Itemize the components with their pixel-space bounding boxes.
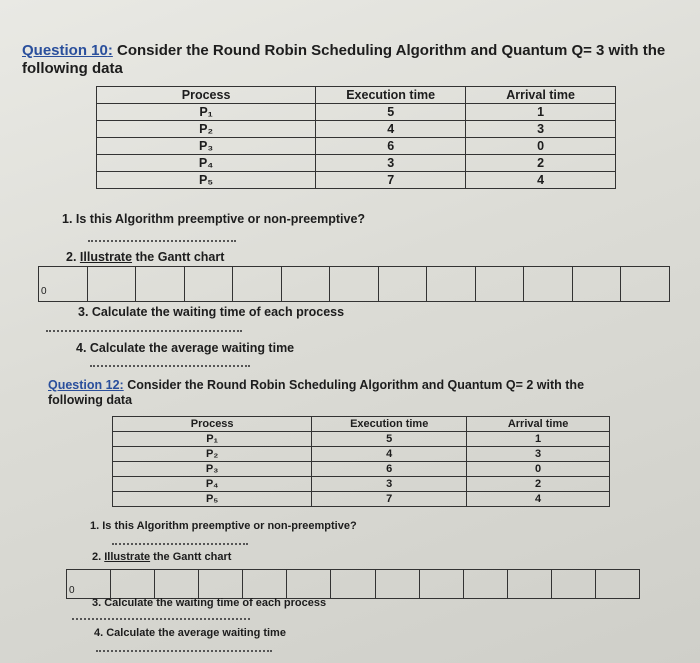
gantt-cell[interactable] [287, 570, 331, 598]
answer-line[interactable] [46, 330, 242, 332]
q12-gantt-chart[interactable] [66, 569, 640, 599]
header-arrival-time: Arrival time [467, 417, 610, 432]
table-row: P₁ 5 1 [97, 104, 616, 121]
header-execution-time: Execution time [316, 87, 466, 104]
answer-line[interactable] [88, 240, 236, 242]
gantt-cell[interactable] [420, 570, 464, 598]
q12-title-line2: following data [48, 393, 133, 407]
gantt-cell[interactable] [88, 267, 137, 301]
header-process: Process [113, 417, 312, 432]
gantt-cell[interactable] [427, 267, 476, 301]
gantt-cell[interactable] [573, 267, 622, 301]
gantt-cell[interactable] [524, 267, 573, 301]
table-row: P₃ 6 0 [113, 462, 610, 477]
q12-number: Question 12 [48, 378, 120, 392]
gantt-cell[interactable] [596, 570, 639, 598]
answer-line[interactable] [72, 618, 250, 620]
gantt-start-label: 0 [41, 286, 47, 297]
gantt-cell[interactable] [464, 570, 508, 598]
q10-item-4: 4. Calculate the average waiting time [76, 341, 295, 355]
answer-line[interactable] [90, 365, 250, 367]
header-process: Process [97, 87, 316, 104]
gantt-cell[interactable] [552, 570, 596, 598]
q12-item-4: 4. Calculate the average waiting time [94, 627, 286, 639]
table-row: P₃ 6 0 [97, 138, 616, 155]
gantt-cell[interactable] [331, 570, 375, 598]
gantt-cell[interactable] [379, 267, 428, 301]
table-row: P₂ 4 3 [97, 121, 616, 138]
table-row: P₂ 4 3 [113, 447, 610, 462]
table-row: P₅ 7 4 [113, 492, 610, 507]
table-row: P₄ 3 2 [97, 155, 616, 172]
q10-item-3: 3. Calculate the waiting time of each process [78, 305, 345, 319]
q10-item-1: 1. Is this Algorithm preemptive or non-preemptive? [62, 212, 366, 226]
answer-line[interactable] [96, 650, 272, 652]
header-execution-time: Execution time [312, 417, 467, 432]
q12-item-2: 2. Illustrate the Gantt chart [92, 551, 232, 563]
table-header-row [113, 417, 610, 432]
gantt-cell[interactable] [136, 267, 185, 301]
q12-data-table [112, 416, 610, 507]
gantt-cell[interactable] [185, 267, 234, 301]
table-row: P₄ 3 2 [113, 477, 610, 492]
q10-title-line2: following data [22, 60, 123, 77]
gantt-cell[interactable] [376, 570, 420, 598]
gantt-cell[interactable] [476, 267, 525, 301]
gantt-cell[interactable] [155, 570, 199, 598]
gantt-cell[interactable] [330, 267, 379, 301]
q12-item-3: 3. Calculate the waiting time of each process [92, 597, 327, 609]
q10-gantt-chart[interactable] [38, 266, 670, 302]
answer-line[interactable] [112, 543, 248, 545]
q12-title: Question 12: Consider the Round Robin Scheduling Algorithm and Quantum Q= 2 with the [48, 378, 585, 392]
gantt-cell[interactable] [199, 570, 243, 598]
table-row: P₅ 7 4 [97, 172, 616, 189]
gantt-cell[interactable] [621, 267, 669, 301]
gantt-cell[interactable] [282, 267, 331, 301]
table-row: P₁ 5 1 [113, 432, 610, 447]
q12-item-1: 1. Is this Algorithm preemptive or non-preemptive? [90, 520, 357, 532]
gantt-cell[interactable] [243, 570, 287, 598]
gantt-start-label: 0 [69, 585, 75, 596]
table-header-row [97, 87, 616, 104]
q10-item-2: 2. Illustrate the Gantt chart [66, 250, 225, 264]
q10-number: Question 10 [22, 42, 108, 59]
gantt-cell[interactable] [508, 570, 552, 598]
q10-data-table [96, 86, 616, 189]
gantt-cell[interactable] [233, 267, 282, 301]
header-arrival-time: Arrival time [466, 87, 616, 104]
q10-title: Question 10: Consider the Round Robin Scheduling Algorithm and Quantum Q= 3 with the [22, 42, 666, 59]
gantt-cell[interactable] [111, 570, 155, 598]
